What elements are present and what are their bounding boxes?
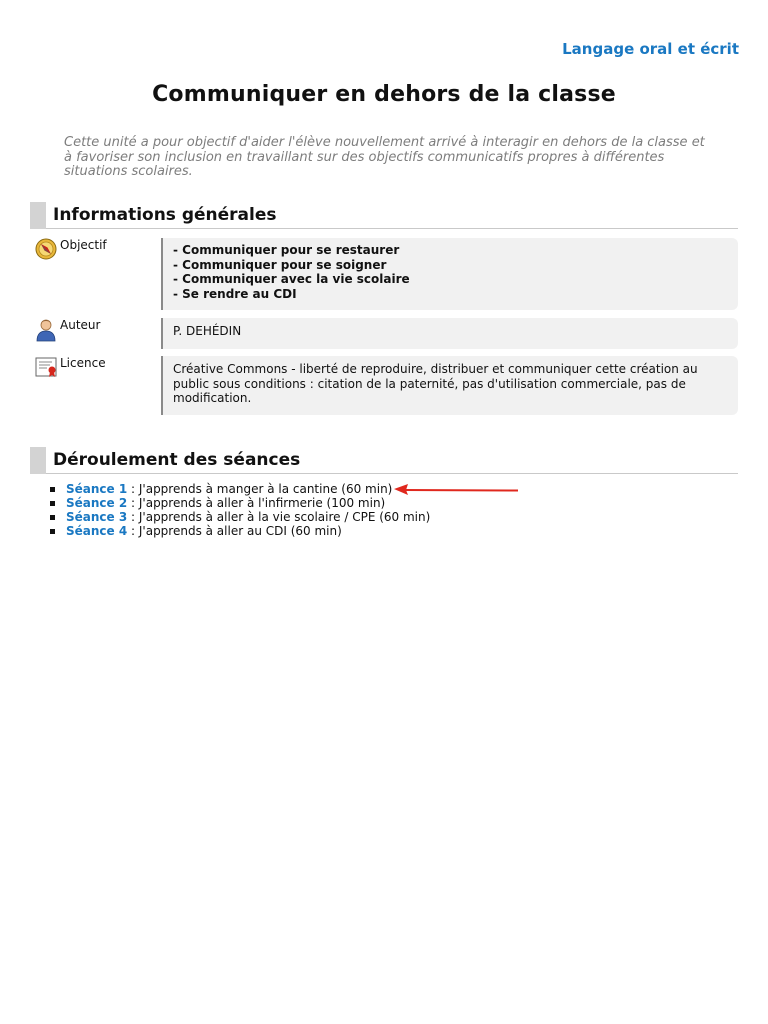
- seance-3-link[interactable]: Séance 3: [66, 510, 128, 524]
- objectif-item: - Communiquer pour se soigner: [173, 257, 387, 272]
- page-title: Communiquer en dehors de la classe: [152, 82, 616, 107]
- seance-4-text: : J'apprends à aller au CDI (60 min): [127, 524, 342, 538]
- list-item: [50, 496, 430, 510]
- section-deroulement: [30, 447, 738, 474]
- objectif-label: Objectif: [60, 238, 107, 252]
- bullet: [50, 501, 55, 506]
- licence-label: Licence: [60, 356, 106, 370]
- objectif-item: - Communiquer pour se restaurer: [173, 243, 400, 257]
- intro-text: Cette unité a pour objectif d'aider l'élève nouvellement arrivé à interagir en dehors de la classe et à favoriser son inclusion en travaillant sur des objectifs communicatifs propres à différentes situations scolaires.: [64, 135, 705, 179]
- auteur-value: P. DEHÉDIN: [173, 324, 242, 338]
- section-title: Déroulement des séances: [53, 450, 301, 470]
- auteur-box: [161, 318, 738, 349]
- bullet: [50, 487, 55, 492]
- info-row-objectif: [35, 238, 738, 310]
- user-icon: [35, 318, 57, 340]
- licence-value: Créative Commons - liberté de reproduire, distribuer et communiquer cette création au public sous conditions : citation de la paternité, pas d'utilisation commerciale, pas de modification.: [173, 362, 698, 405]
- objectif-item: - Communiquer avec la vie scolaire: [173, 272, 410, 286]
- objectif-box: [161, 238, 738, 310]
- seances-list: [50, 482, 430, 538]
- seance-1-text: : J'apprends à manger à la cantine (60 min): [127, 482, 393, 496]
- bullet: [50, 515, 55, 520]
- category-link[interactable]: Langage oral et écrit: [562, 40, 739, 58]
- list-item: [50, 482, 430, 496]
- auteur-label: Auteur: [60, 318, 101, 332]
- section-title: Informations générales: [53, 205, 277, 225]
- seance-2-text: : J'apprends à aller à l'infirmerie (100 min): [127, 496, 386, 510]
- licence-box: [161, 356, 738, 415]
- bullet: [50, 529, 55, 534]
- info-row-auteur: [35, 318, 738, 348]
- section-bar: [30, 447, 46, 474]
- objectif-item: - Se rendre au CDI: [173, 286, 297, 301]
- section-bar: [30, 202, 46, 229]
- seance-4-link[interactable]: Séance 4: [66, 524, 128, 538]
- red-arrow-annotation: [394, 482, 522, 498]
- list-item: [50, 510, 430, 524]
- seance-1-link[interactable]: Séance 1: [66, 482, 128, 496]
- section-informations-generales: [30, 202, 738, 229]
- compass-icon: [35, 238, 57, 260]
- list-item: [50, 524, 430, 538]
- info-row-licence: [35, 356, 738, 414]
- seance-2-link[interactable]: Séance 2: [66, 496, 128, 510]
- certificate-icon: [35, 356, 57, 378]
- seance-3-text: : J'apprends à aller à la vie scolaire / CPE (60 min): [127, 510, 431, 524]
